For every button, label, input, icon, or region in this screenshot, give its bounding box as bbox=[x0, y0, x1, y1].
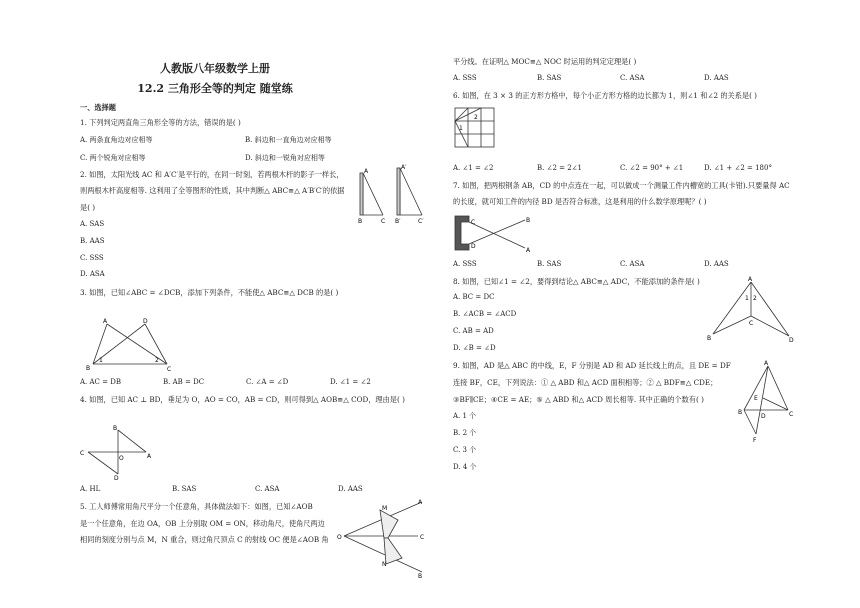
q1-option-d: D. 斜边和一锐角对应相等 bbox=[245, 154, 325, 162]
section-heading: 一、选择题 bbox=[80, 103, 116, 112]
q7-option-b: B. SAS bbox=[537, 260, 562, 268]
q1-option-a: A. 两条直角边对应相等 bbox=[80, 136, 153, 144]
q3-figure bbox=[85, 316, 180, 372]
q5-figure bbox=[336, 496, 428, 580]
q2-label-c: C bbox=[381, 218, 386, 225]
q7-line1: 7. 如图，把两根钢条 AB，CD 的中点连在一起，可以做成一个测量工件内槽宽的工具(卡钳).只要量得 AC bbox=[453, 181, 790, 190]
q6-figure bbox=[453, 106, 497, 150]
q3-label-2: 2 bbox=[155, 357, 159, 364]
q3-label-a: A bbox=[103, 318, 108, 325]
q6-option-c: C. ∠2 = 90° + ∠1 bbox=[620, 164, 684, 172]
q8-option-c: C. AB = AD bbox=[453, 327, 494, 335]
q5-label-m: M bbox=[382, 505, 388, 512]
q5-line3: 相同的刻度分别与点 M，N 重合，则过角尺顶点 C 的射线 OC 便是∠AOB 角 bbox=[80, 535, 329, 544]
q5-option-a: A. SSS bbox=[453, 74, 477, 82]
q5-label-n: N bbox=[382, 561, 387, 568]
q8-figure bbox=[705, 276, 797, 346]
q9-figure bbox=[738, 360, 798, 444]
q9-label-b: B bbox=[738, 409, 743, 416]
q3-option-d: D. ∠1 = ∠2 bbox=[330, 378, 371, 386]
q6-label-2: 2 bbox=[474, 114, 478, 121]
q8-label-a: A bbox=[748, 276, 753, 283]
q8-stem: 8. 如图，已知∠1 = ∠2，要得到结论△ ABC≌△ ADC，不能添加的条件是( ) bbox=[453, 277, 700, 286]
q4-stem: 4. 如图，已知 AC ⊥ BD，垂足为 O，AO = CO，AB = CD，则可得到△ AOB≌△ COD，理由是( ) bbox=[80, 395, 405, 404]
q2-option-c: C. SSS bbox=[80, 254, 104, 262]
q8-option-b: B. ∠ACB = ∠ACD bbox=[453, 310, 517, 318]
q1-option-c: C. 两个锐角对应相等 bbox=[80, 154, 146, 162]
q5-label-b: B bbox=[418, 573, 423, 580]
q2-label-b: B bbox=[358, 218, 363, 225]
q3-stem: 3. 如图，已知∠ABC = ∠DCB，添加下列条件，不能使△ ABC≌△ DCB 的是( ) bbox=[80, 288, 339, 297]
q8-label-d: D bbox=[789, 337, 794, 344]
q8-label-c: C bbox=[749, 320, 754, 327]
q7-label-c: C bbox=[471, 219, 476, 226]
q5-option-d: D. AAS bbox=[704, 74, 729, 82]
q5-label-o: O bbox=[337, 534, 342, 541]
page-subtitle: 12.2 三角形全等的判定 随堂练 bbox=[137, 82, 293, 95]
q2-line2: 则两根木杆高度相等. 这利用了全等图形的性质，其中判断△ ABC≌△ A′B′C′的依据 bbox=[80, 186, 345, 195]
q4-option-d: D. AAS bbox=[338, 485, 363, 493]
q5-line4: 平分线。在证明△ MOC≌△ NOC 时运用的判定定理是( ) bbox=[453, 57, 637, 66]
q6-option-a: A. ∠1 = ∠2 bbox=[453, 164, 494, 172]
q7-line2: 的长度，就可知工件的内径 BD 是否符合标准，这是利用的什么数学原理呢？( ) bbox=[453, 197, 707, 206]
q3-label-b: B bbox=[86, 365, 91, 372]
q5-option-c: C. ASA bbox=[620, 74, 645, 82]
q9-line3: ③BF∥CE；④CE = AE；⑤ △ ABD 和△ ACD 周长相等. 其中正确的个数有( ) bbox=[453, 395, 704, 404]
q2-label-a: A bbox=[364, 168, 369, 175]
q6-stem: 6. 如图，在 3 × 3 的正方形方格中，每个小正方形方格的边长都为 1，则∠1 和∠2 的关系是( ) bbox=[453, 91, 757, 100]
q3-option-b: B. AB = DC bbox=[163, 378, 205, 386]
q1-option-b: B. 斜边和一直角边对应相等 bbox=[245, 136, 332, 144]
q3-option-a: A. AC = DB bbox=[80, 378, 121, 386]
q5-option-b: B. SAS bbox=[537, 74, 562, 82]
q3-label-c: C bbox=[167, 366, 172, 372]
q4-label-c: C bbox=[80, 450, 85, 457]
q2-option-a: A. SAS bbox=[80, 220, 105, 228]
q7-option-c: C. ASA bbox=[620, 260, 645, 268]
q3-label-d: D bbox=[143, 318, 148, 325]
q2-line1: 2. 如图，太阳光线 AC 和 A′C′是平行的，在同一时刻，若两根木杆的影子一样长， bbox=[80, 170, 344, 179]
q4-label-d: D bbox=[114, 475, 119, 480]
q9-label-d: D bbox=[761, 413, 766, 420]
q4-option-b: B. SAS bbox=[172, 485, 197, 493]
q9-label-c: C bbox=[789, 411, 794, 418]
q4-label-o: O bbox=[119, 455, 124, 462]
q7-label-b: B bbox=[526, 217, 531, 224]
q2-figure bbox=[355, 163, 430, 225]
q5-label-a: A bbox=[418, 499, 423, 506]
q4-label-b: B bbox=[113, 425, 118, 432]
q7-label-d: D bbox=[471, 243, 476, 250]
q9-option-b: B. 2 个 bbox=[453, 429, 477, 437]
q5-line2: 是一个任意角，在边 OA，OB 上分别取 OM = ON，移动角尺，使角尺两边 bbox=[80, 519, 325, 528]
q2-line3: 是( ) bbox=[80, 203, 96, 212]
q7-label-a: A bbox=[526, 247, 531, 254]
q3-option-c: C. ∠A = ∠D bbox=[246, 378, 289, 386]
q4-option-a: A. HL bbox=[80, 485, 101, 493]
q9-label-f: F bbox=[753, 437, 757, 444]
q3-label-1: 1 bbox=[99, 357, 103, 364]
q2-label-b-prime: B′ bbox=[395, 218, 401, 225]
q9-label-a: A bbox=[764, 360, 769, 367]
q4-figure bbox=[78, 422, 158, 480]
q9-option-d: D. 4 个 bbox=[453, 463, 477, 471]
q2-option-d: D. ASA bbox=[80, 270, 105, 278]
q8-label-2: 2 bbox=[753, 295, 757, 302]
q9-label-e: E bbox=[754, 395, 758, 402]
q1-stem: 1. 下列判定两直角三角形全等的方法，错误的是( ) bbox=[80, 118, 241, 127]
q2-label-a-prime: A′ bbox=[401, 164, 407, 171]
q8-label-1: 1 bbox=[745, 295, 749, 302]
q6-option-d: D. ∠1 + ∠2 = 180° bbox=[704, 164, 772, 172]
q9-line1: 9. 如图，AD 是△ ABC 的中线，E，F 分别是 AD 和 AD 延长线上的点，且 DE = DF bbox=[453, 361, 731, 370]
q9-line2: 连接 BF，CE，下列说法：① △ ABD 和△ ACD 面积相等；② △ BDF≌△ CDE； bbox=[453, 378, 718, 387]
q6-label-1: 1 bbox=[459, 125, 463, 132]
q4-label-a: A bbox=[147, 453, 152, 460]
q5-label-c: C bbox=[420, 534, 425, 541]
q7-option-a: A. SSS bbox=[453, 260, 477, 268]
q9-option-c: C. 3 个 bbox=[453, 446, 477, 454]
q8-label-b: B bbox=[707, 335, 712, 342]
q8-option-d: D. ∠B = ∠D bbox=[453, 344, 496, 352]
q2-option-b: B. AAS bbox=[80, 237, 105, 245]
q8-option-a: A. BC = DC bbox=[453, 293, 495, 301]
q6-option-b: B. ∠2 = 2∠1 bbox=[537, 164, 583, 172]
q4-option-c: C. ASA bbox=[255, 485, 280, 493]
q5-line1: 5. 工人师傅常用角尺平分一个任意角，具体做法如下：如图，已知∠AOB bbox=[80, 502, 313, 511]
q7-figure bbox=[453, 212, 538, 254]
q2-label-c-prime: C′ bbox=[418, 218, 424, 225]
q7-option-d: D. AAS bbox=[704, 260, 729, 268]
q9-option-a: A. 1 个 bbox=[453, 412, 477, 420]
page-title: 人教版八年级数学上册 bbox=[160, 62, 270, 75]
